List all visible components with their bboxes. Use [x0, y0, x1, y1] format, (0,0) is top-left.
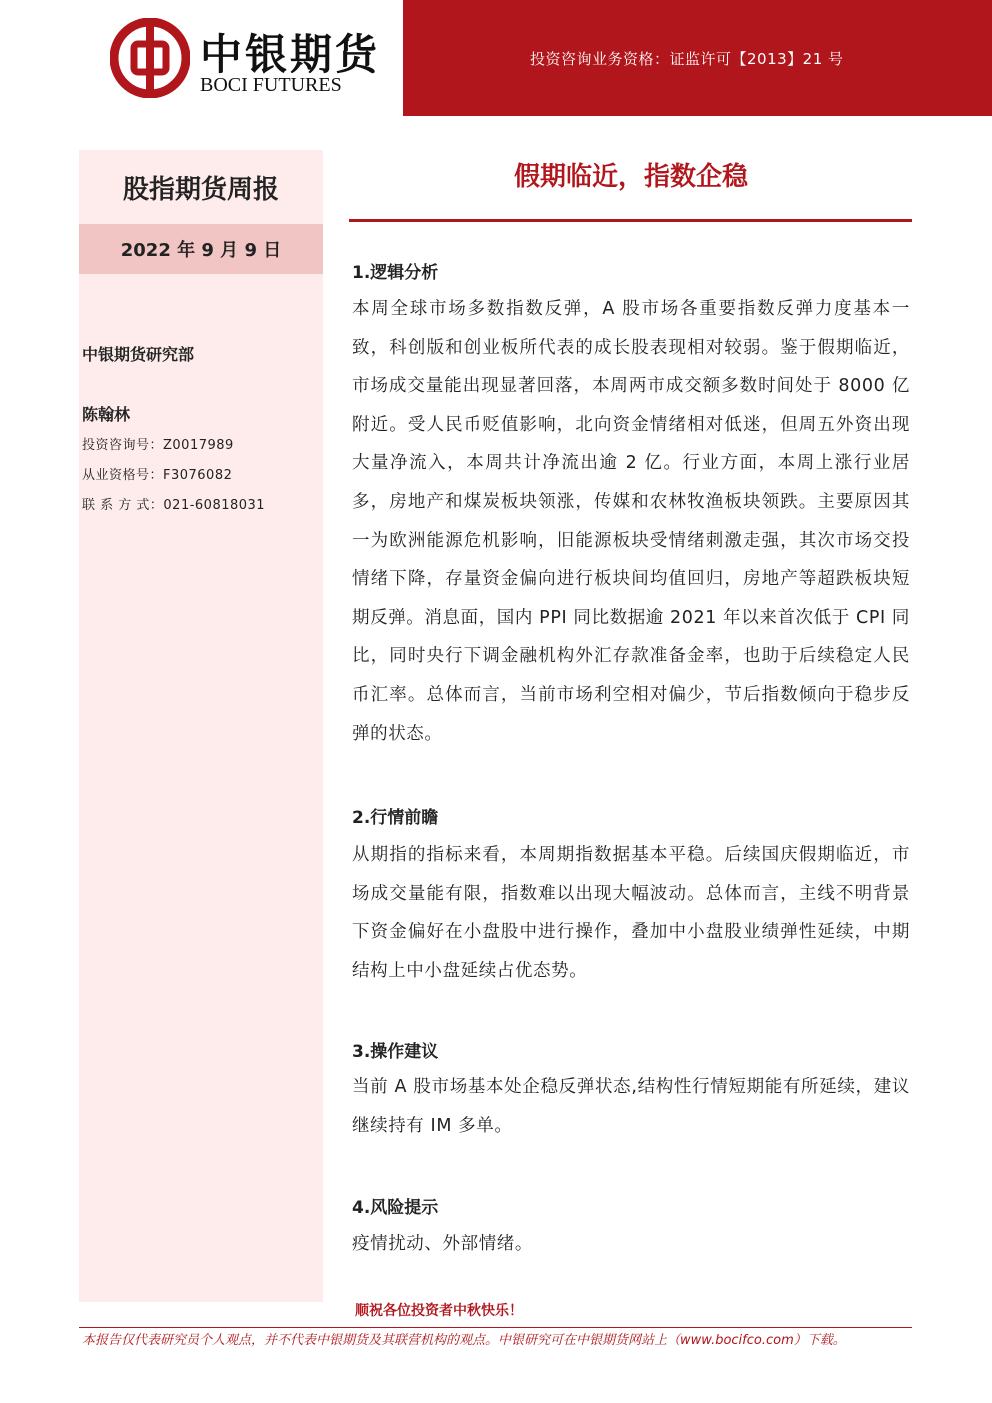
report-date: 2022 年 9 月 9 日	[79, 224, 323, 274]
footer-divider	[79, 1327, 912, 1328]
report-type: 股指期货周报	[122, 174, 279, 205]
title-divider	[349, 219, 912, 222]
report-title: 假期临近，指数企稳	[513, 162, 748, 192]
greeting-text: 顺祝各位投资者中秋快乐！	[355, 1303, 523, 1319]
brand-name-cn: 中银期货	[200, 30, 381, 79]
section-heading-advice: 3.操作建议	[352, 1042, 439, 1062]
license-number: 从业资格号：F3076082	[82, 468, 233, 483]
sidebar	[79, 150, 323, 1302]
section-body-outlook: 从期指的指标来看，本周期指数据基本平稳。后续国庆假期临近，市场成交量能有限，指数难以出现大幅波动。总体而言，主线不明背景下资金偏好在小盘股中进行操作，叠加中小盘股业绩弹性延续，中期结构上中小盘延续占优态势。	[352, 845, 910, 981]
section-body-risk: 疫情扰动、外部情绪。	[352, 1234, 533, 1254]
contact-phone: 联 系 方 式：021-60818031	[82, 498, 266, 513]
section-body-advice: 当前 A 股市场基本处企稳反弹状态,结构性行情短期能有所延续，建议继续持有 IM 多单。	[352, 1077, 910, 1136]
section-heading-outlook: 2.行情前瞻	[352, 808, 439, 828]
department: 中银期货研究部	[82, 345, 195, 364]
section-body-analysis: 本周全球市场多数指数反弹，A 股市场各重要指数反弹力度基本一致，科创版和创业板所代表的成长股表现相对较弱。鉴于假期临近，市场成交量能出现显著回落，本周两市成交额多数时间处于 8000 亿附近。受人民币贬值影响，北向资金情绪相对低迷，但周五外资出现大量净流入，本周共计净流出逾 2 亿。行业方面，本周上涨行业居多，房地产和煤炭板块领涨，传媒和农林牧渔板块领跌。主要原因其一为欧洲能源危机影响，旧能源板块受情绪刺激走强，其次市场交投情绪下降，存量资金偏向进行板块间均值回归，房地产等超跌板块短期反弹。消息面，国内 PPI 同比数据逾 2021 年以来首次低于 CPI 同比，同时央行下调金融机构外汇存款准备金率，也助于后续稳定人民币汇率。总体而言，当前市场利空相对偏少，节后指数倾向于稳步反弹的状态。	[352, 299, 911, 744]
section-heading-analysis: 1.逻辑分析	[352, 263, 439, 283]
disclaimer-text: 本报告仅代表研究员个人观点，并不代表中银期货及其联营机构的观点。中银研究可在中银期货网站上（www.bocifco.com）下载。	[82, 1333, 846, 1348]
boc-logo-icon	[110, 18, 190, 98]
consult-number: 投资咨询号：Z0017989	[82, 438, 234, 453]
author-name: 陈翰林	[82, 405, 131, 424]
section-heading-risk: 4.风险提示	[352, 1198, 439, 1218]
license-text: 投资咨询业务资格：证监许可【2013】21 号	[530, 50, 844, 68]
brand-name-en: BOCI FUTURES	[200, 74, 342, 96]
